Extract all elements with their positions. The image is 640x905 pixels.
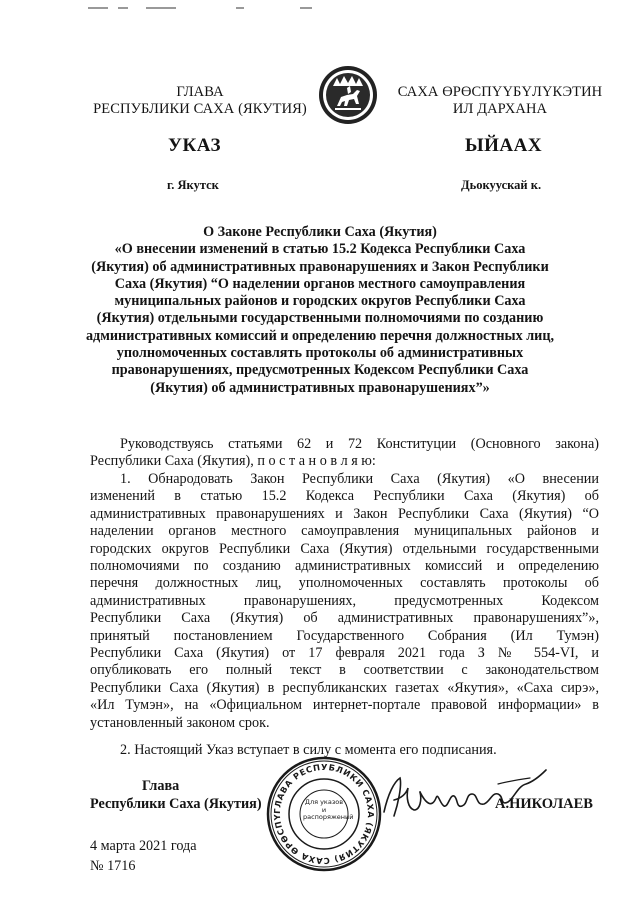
title-line: муниципальных районов и городских округов Республики Саха: [114, 293, 526, 310]
title-line: административных комиссий и определению перечня должностных лиц,: [85, 327, 555, 344]
item-1-line: наделении органов местного самоуправления муниципальных районов и: [90, 523, 599, 540]
title-line: уполномоченных составлять протоколы об административных: [116, 345, 524, 362]
official-seal-stamp-icon: [265, 755, 383, 873]
title-line: правонарушениях, предусмотренных Кодексом Республики Саха: [111, 362, 529, 379]
item-1-line: опубликовать его полный текст в соответствии с законодательством: [90, 662, 599, 679]
document-date: 4 марта 2021 года: [90, 838, 197, 854]
item-1-line: Республики Саха (Якутия) от 17 февраля 2021 года З № 554-VI, и: [90, 645, 599, 662]
document-title: [70, 224, 570, 397]
title-line: «О внесении изменений в статью 15.2 Кодекса Республики Саха: [114, 241, 526, 258]
header-right-line2: ИЛ ДАРХАНА: [452, 101, 548, 117]
item-1-line: принятый постановлением Государственного Собрания (Ил Тумэн): [90, 627, 599, 644]
header-right: [385, 84, 615, 118]
doc-type-right: ЫЙААХ: [465, 135, 543, 156]
signatory-name: А.НИКОЛАЕВ: [495, 796, 593, 812]
item-1-line: административных правонарушениях, предусмотренных Кодексом: [90, 592, 599, 609]
signatory-title: [90, 778, 280, 813]
coat-of-arms-emblem-icon: [317, 64, 379, 126]
handwritten-signature-icon: [380, 764, 555, 824]
item-2-paragraph: 2. Настоящий Указ вступает в силу с момента его подписания.: [120, 742, 497, 758]
item-1-line: городских округов Республики Саха (Якутия) отдельными государственными: [90, 540, 599, 557]
doc-type-left: УКАЗ: [168, 135, 221, 156]
preamble: [90, 436, 599, 471]
item-1-line: перечня должностных лиц, уполномоченных составлять протоколы об: [90, 575, 599, 592]
item-1-line: Республики Саха (Якутия) в республиканских газетах «Якутия», «Саха сирэ»,: [90, 679, 599, 696]
city-right: Дьокуускай к.: [461, 178, 542, 192]
item-1-line: 1. Обнародовать Закон Республики Саха (Якутия) «О внесении: [120, 471, 599, 487]
item-1-paragraph: [90, 471, 599, 732]
header-left: [80, 84, 320, 118]
title-line: Саха (Якутия) “О наделении органов местного самоуправления: [114, 275, 526, 292]
item-1-line: изменений в статью 15.2 Кодекса Республики Саха (Якутия) об: [90, 488, 599, 505]
item-1-line: полномочиями по созданию административных комиссий и определению: [90, 558, 599, 575]
preamble-line: Республики Саха (Якутия), п о с т а н о в л я ю:: [90, 453, 376, 470]
stamp-ring-text: ГЛАВА РЕСПУБЛИКИ САХА (ЯКУТИЯ) САХА ӨРӨСПҮ: [271, 761, 377, 867]
header-left-line1: ГЛАВА: [176, 84, 224, 100]
item-1-line: установленный законом срок.: [90, 714, 270, 731]
signatory-title-line2: Республики Саха (Якутия): [90, 795, 262, 812]
document-number: № 1716: [90, 858, 136, 874]
title-line: (Якутия) об административных правонарушениях”»: [150, 379, 490, 396]
item-1-line: административных правонарушениях и Закон Республики Саха (Якутия) “О: [90, 505, 599, 522]
item-1-line: Республики Саха (Якутия) об административных правонарушениях”»,: [90, 610, 599, 627]
title-line: О Законе Республики Саха (Якутия): [203, 224, 437, 240]
title-line: (Якутия) об административных правонарушениях и Закон Республики: [91, 258, 549, 275]
item-1-line: «Ил Тумэн», на «Официальном интернет-портале правовой информации» в: [90, 697, 599, 714]
preamble-line: Руководствуясь статьями 62 и 72 Конституции (Основного закона): [120, 436, 599, 452]
header-left-line2: РЕСПУБЛИКИ САХА (ЯКУТИЯ): [93, 101, 307, 117]
signatory-title-line1: Глава: [142, 778, 180, 794]
header-right-line1: САХА ӨРӨСПҮҮБҮЛҮКЭТИН: [397, 84, 603, 100]
stamp-center-text: Для указов и распоряжений: [303, 798, 354, 821]
city-left: г. Якутск: [167, 178, 219, 192]
title-line: (Якутия) отдельными государственными полномочиями по созданию: [96, 310, 544, 327]
